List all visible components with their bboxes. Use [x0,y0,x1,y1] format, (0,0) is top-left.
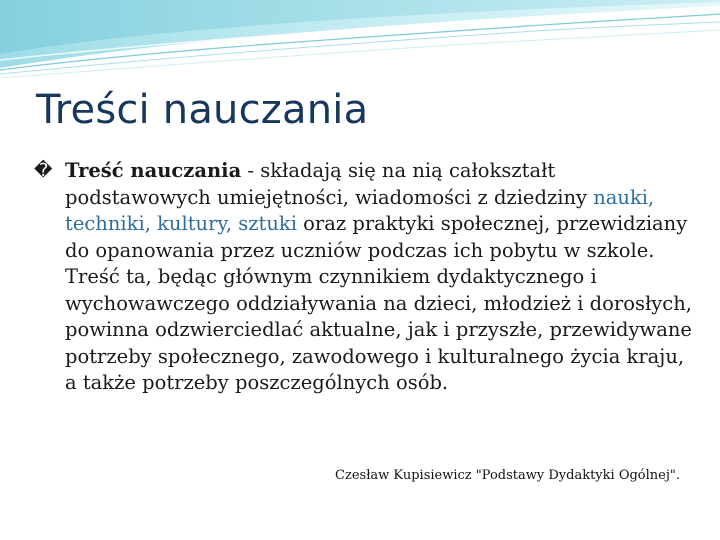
defined-term: Treść nauczania [65,159,242,182]
slide-title: Treści nauczania [36,87,369,133]
definition-part-1: - składają się na nią całokształt podstawowych umiejętności, wiadomości z dziedziny [65,159,594,209]
body-text [34,158,694,397]
citation: Czesław Kupisiewicz "Podstawy Dydaktyki Ogólnej". [335,468,680,483]
highlighted-domains: nauki, techniki, kultury, sztuki [65,185,655,235]
definition-part-2: oraz praktyki społecznej, przewidziany do opanowania przez uczniów podczas ich pobytu w szkole. Treść ta, będąc głównym czynnikiem dydaktycznego i wychowawczego oddziaływania na dzieci, młodzież i dorosłych, powinna odzwierciedlać aktualne, jak i przyszłe, przewidywane potrzeby społecznego, zawodowego i kulturalnego życia kraju, a także potrzeby poszczególnych osób. [65,212,692,394]
decorative-wave-header [0,0,720,80]
bullet-item [34,158,694,397]
bullet-glyph-icon: � [34,160,53,181]
bullet-paragraph [65,158,694,397]
